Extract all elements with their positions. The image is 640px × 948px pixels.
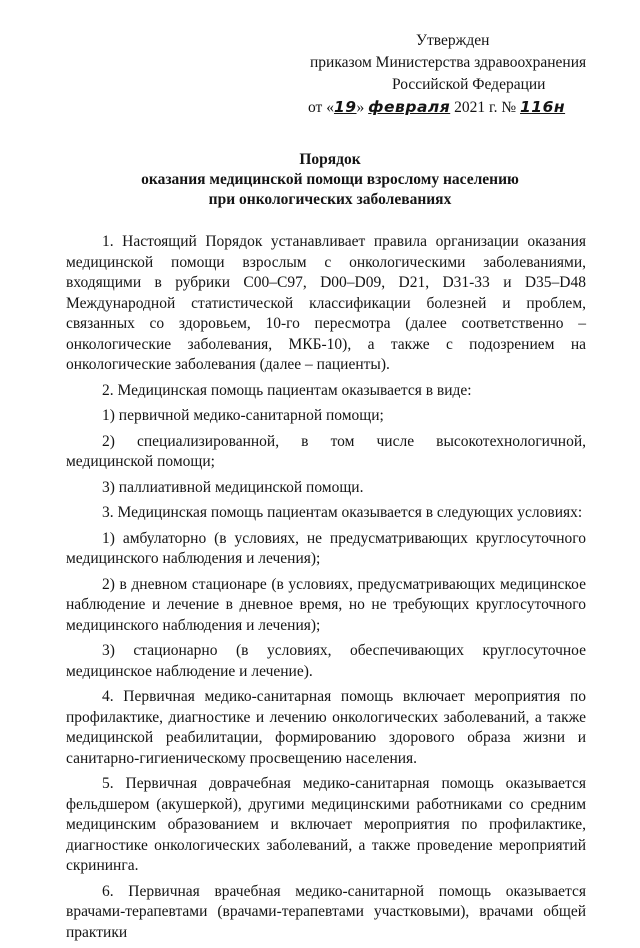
title-line-3: при онкологических заболеваниях [208, 191, 452, 208]
document-title [40, 150, 620, 210]
date-prefix: от « [308, 99, 334, 116]
approval-block [300, 30, 620, 119]
date-separator: » [356, 99, 369, 116]
title-line-1: Порядок [299, 151, 361, 168]
approval-date-line [300, 96, 620, 119]
date-year: 2021 г. № [450, 99, 520, 116]
document-body [66, 232, 586, 948]
order-number: 116н [520, 98, 566, 116]
approval-ministry: приказом Министерства здравоохранения [310, 54, 587, 71]
paragraph: 2) в дневном стационаре (в условиях, предусматривающих медицинское наблюдение и лечение в дневное время, но не требующих круглосуточного медицинского наблюдения и лечения); [66, 575, 586, 634]
paragraph: 6. Первичная врачебная медико-санитарной помощь оказывается врачами-терапевтами (врачами-терапевтами участковыми), врачами общей практики [66, 882, 586, 941]
paragraph: 1. Настоящий Порядок устанавливает правила организации оказания медицинской помощи взрослым с онкологическими заболеваниями, входящими в рубрики C00–C97, D00–D09, D21, D31-33 и D35–D48 Международной статистической классификации болезней и проблем, связанных со здоровьем, 10-го пересмотра (далее соответственно – онкологические заболевания, МКБ-10), а также с подозрением на онкологические заболевания (далее – пациенты). [66, 233, 586, 373]
paragraph: 5. Первичная доврачебная медико-санитарная помощь оказывается фельдшером (акушеркой), другими медицинскими работниками со средним медицинским образованием и включает мероприятия по профилактике, диагностике онкологических заболеваний, а также проведение мероприятий скрининга. [66, 775, 586, 874]
paragraph: 3) стационарно (в условиях, обеспечивающих круглосуточное медицинское наблюдение и лечение). [66, 642, 586, 680]
paragraph: 3. Медицинская помощь пациентам оказывается в следующих условиях: [102, 504, 583, 521]
paragraph: 1) амбулаторно (в условиях, не предусматривающих круглосуточного медицинского наблюдения и лечения); [66, 529, 586, 567]
approval-label: Утвержден [416, 32, 490, 49]
date-month: февраля [368, 98, 451, 116]
paragraph: 1) первичной медико-санитарной помощи; [102, 407, 384, 424]
paragraph: 4. Первичная медико-санитарная помощь включает мероприятия по профилактике, диагностике и лечению онкологических заболеваний, а также медицинской реабилитации, формированию здорового образа жизни и санитарно-гигиеническому просвещению населения. [66, 688, 586, 767]
approval-country: Российской Федерации [392, 76, 546, 93]
paragraph: 3) паллиативной медицинской помощи. [102, 478, 364, 496]
date-day: 19 [333, 98, 357, 116]
title-line-2: оказания медицинской помощи взрослому населению [141, 171, 519, 188]
paragraph: 2. Медицинская помощь пациентам оказывается в виде: [102, 381, 472, 399]
paragraph: 2) специализированной, в том числе высокотехнологичной, медицинской помощи; [66, 432, 586, 470]
